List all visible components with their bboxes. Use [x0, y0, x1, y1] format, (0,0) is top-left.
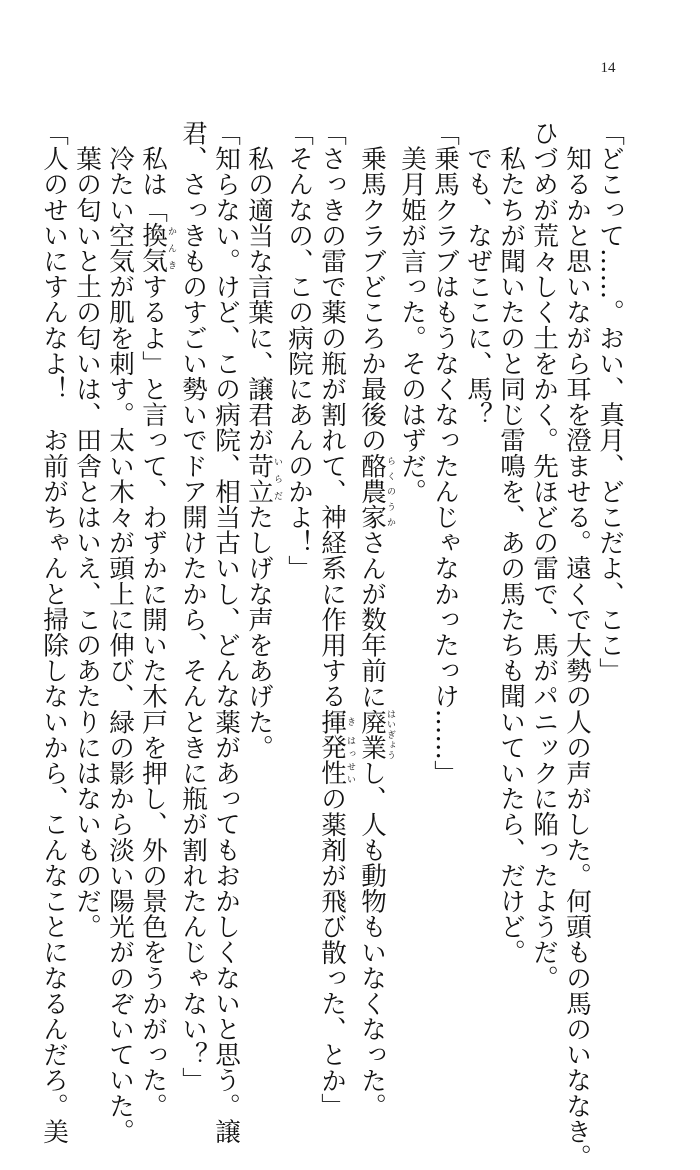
text-line: 知るかと思いながら耳を澄ませる。遠くで大勢の人の声がした。何頭もの馬のいななき。 [562, 120, 592, 1170]
text-run: 「さっきの雷で薬の瓶が割れて、神経系に作用する [317, 120, 347, 709]
ruby-word [317, 734, 355, 786]
text-line [355, 120, 395, 1119]
ruby-base: 換気 [138, 222, 168, 274]
ruby-word [317, 708, 355, 735]
text-line: 君、さっきものすごい勢いでドア開けたから、そんときに瓶が割れたんじゃない？」 [178, 120, 208, 1093]
ruby-reading: らくのうか [385, 452, 395, 530]
text-line [315, 120, 355, 1119]
text-line: 「そんなの、この病院にあんのかよ！」 [284, 120, 314, 581]
text-line: 冷たい空気が肌を刺す。太い木々が頭上に伸び、緑の影から淡い陽光がのぞいていた。 [105, 120, 135, 1144]
text-line: 「人のせいにすんなよ！ お前がちゃんと掃除しないから、こんなことになるんだろ。美 [39, 120, 69, 1144]
ruby-reading: いらだ [272, 452, 282, 505]
text-run: の薬剤が飛び散った、とか」 [317, 785, 347, 1119]
ruby-reading: はいぎょう [385, 708, 395, 761]
text-line: 美月姫が言った。そのはずだ。 [397, 120, 427, 504]
ruby-reading: はっせい [345, 734, 355, 786]
ruby-base: 廃業 [357, 708, 387, 761]
text-line: 「どこって……。おい、真月、どこだよ、ここ」 [595, 120, 625, 684]
ruby-reading: き [345, 708, 355, 735]
ruby-base: 発性 [317, 734, 347, 786]
ruby-word [244, 452, 282, 505]
text-line: 「乗馬クラブはもうなくなったんじゃなかったっけ……」 [430, 120, 460, 786]
text-run: さんが数年前に [357, 529, 387, 709]
page-number: 14 [600, 60, 616, 76]
vertical-text-block [37, 120, 626, 1170]
text-line: ひづめが荒々しく土をかく。先ほどの雷で、馬がパニックに陥ったようだ。 [529, 120, 559, 991]
text-run: するよ」と言って、わずかに開いた木戸を押し、外の景色をうかがった。 [138, 273, 168, 1119]
ruby-base: 揮 [317, 708, 347, 735]
text-run: 私の適当な言葉に、譲君が [244, 120, 274, 453]
text-line: 私たちが聞いたのと同じ雷鳴を、あの馬たちも聞いていたら、だけど。 [496, 120, 526, 965]
ruby-base: 酪農家 [357, 452, 387, 530]
text-run: 私は「 [138, 120, 168, 223]
text-line: でも、なぜここに、馬？ [463, 120, 493, 428]
ruby-base: 苛立 [244, 452, 274, 505]
text-line [136, 120, 176, 1119]
ruby-reading: かんき [166, 222, 176, 274]
ruby-word [357, 708, 395, 761]
text-run: たしげな声をあげた。 [244, 504, 274, 761]
ruby-word [357, 452, 395, 530]
text-line: 葉の匂いと土の匂いは、田舎とはいえ、このあたりにはないものだ。 [72, 120, 102, 940]
text-line: 「知らない。けど、この病院、相当古いし、どんな薬があってもおかしくないと思う。譲 [211, 120, 241, 1144]
text-run: し、人も動物もいなくなった。 [357, 760, 387, 1119]
ruby-word [138, 222, 176, 274]
text-run: 乗馬クラブどころか最後の [357, 120, 387, 453]
text-line [242, 120, 282, 950]
